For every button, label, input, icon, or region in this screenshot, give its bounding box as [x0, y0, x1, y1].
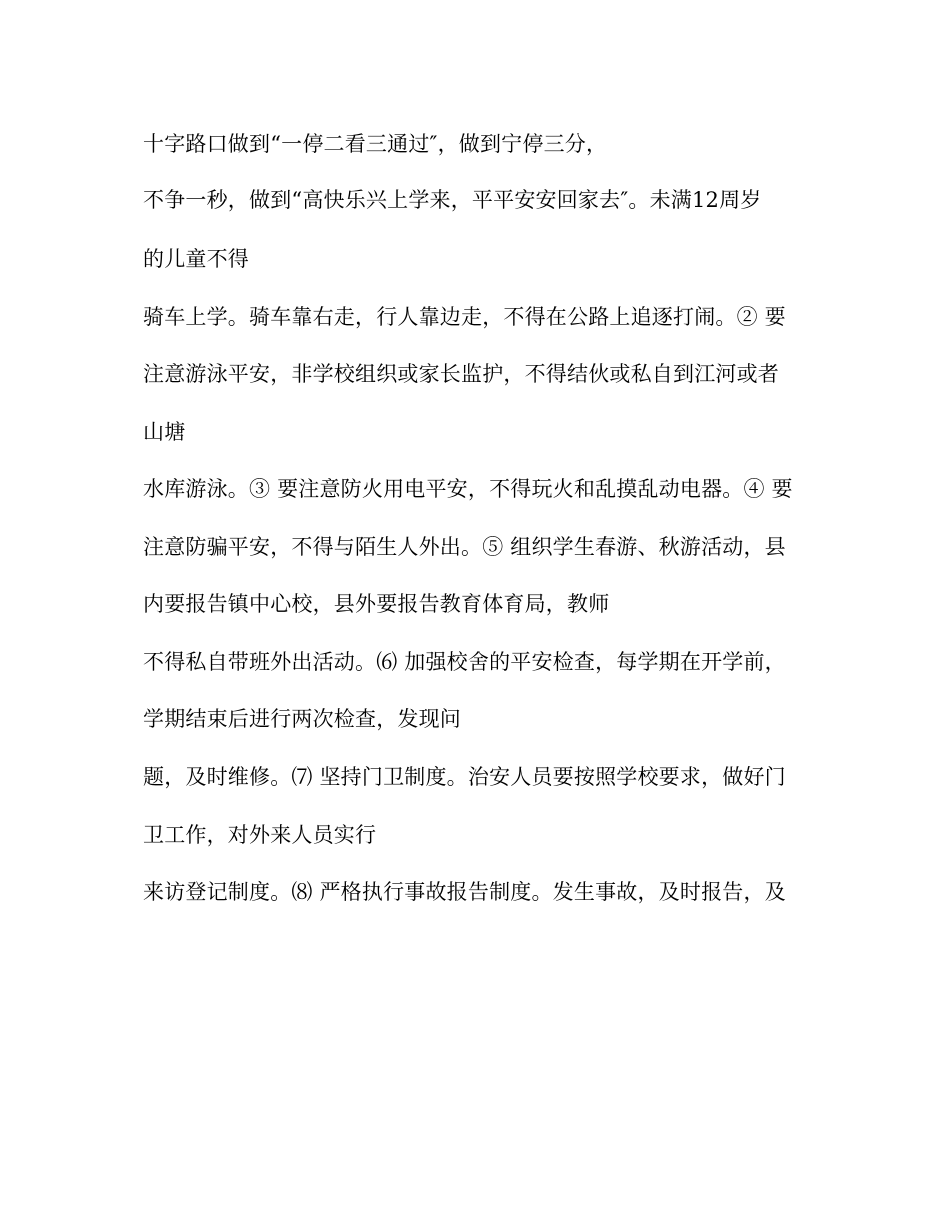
text-line: 水库游泳。③ 要注意防火用电平安，不得玩火和乱摸乱动电器。④ 要	[143, 477, 793, 501]
text-line: 十字路口做到“一停二看三通过″，做到宁停三分，	[143, 132, 608, 156]
text-line: 来访登记制度。⑻ 严格执行事故报告制度。发生事故，及时报告，及	[143, 880, 786, 904]
text-line: 不得私自带班外出活动。⑹ 加强校舍的平安检查，每学期在开学前，	[143, 650, 786, 674]
text-line: 注意游泳平安，非学校组织或家长监护，不得结伙或私自到江河或者	[143, 362, 779, 386]
text-line: 学期结束后进行两次检查，发现问	[143, 707, 461, 731]
text-line: 山塘	[143, 420, 186, 444]
text-line: 卫工作，对外来人员实行	[143, 823, 377, 847]
text-line: 的儿童不得	[143, 247, 249, 271]
text-line: 题，及时维修。⑺ 坚持门卫制度。治安人员要按照学校要求，做好门	[143, 765, 786, 789]
text-line: 内要报告镇中心校，县外要报告教育体育局，教师	[143, 592, 610, 616]
text-line: 注意防骗平安，不得与陌生人外出。⑤ 组织学生春游、秋游活动，县	[143, 535, 786, 559]
text-line: 骑车上学。骑车靠右走，行人靠边走，不得在公路上追逐打闹。② 要	[143, 305, 786, 329]
text-line: 不争一秒，做到“高快乐兴上学来，平平安安回家去″。未满12周岁	[143, 188, 762, 212]
